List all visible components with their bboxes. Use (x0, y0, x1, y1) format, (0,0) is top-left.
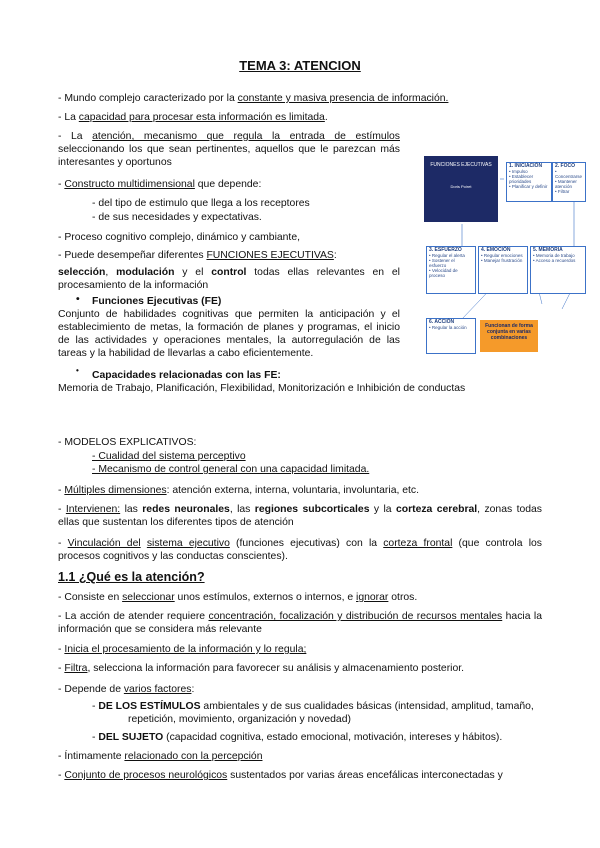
underlined-text: Constructo multidimensional (64, 179, 195, 190)
factor-stimuli (92, 700, 534, 713)
models-heading: - MODELOS EXPLICATIVOS: (58, 437, 197, 448)
underlined-text: atención, mecanismo que regula la entrada de estímulos (92, 131, 400, 142)
underlined-text: varios factores (123, 684, 192, 695)
text: - (58, 644, 65, 655)
executive-link-paragraph (58, 537, 542, 563)
text: : (333, 250, 337, 261)
intro-line-construct (58, 178, 261, 191)
factor-stimuli-continued: repetición, movimiento, organización y novedad) (128, 714, 351, 725)
diagram-box-4 (478, 246, 528, 294)
capacities-text: Memoria de Trabajo, Planificación, Flexibilidad, Monitorización e Inhibición de conductas (58, 383, 466, 394)
underlined-text: corteza frontal (383, 538, 453, 549)
text: ambientales y de sus cualidades básicas (intensidad, amplitud, tamaño, (200, 701, 534, 712)
factor-subject (92, 731, 502, 744)
diagram-box-line: • Impulso (509, 169, 528, 174)
diagram-box-2 (552, 162, 586, 202)
text: unos estímulos, externos o internos, e (174, 592, 357, 603)
text: - La (58, 112, 79, 123)
diagram-center-subtitle: Doris Poiret (450, 184, 472, 189)
diagram-center-box (424, 156, 498, 222)
text: - (92, 701, 99, 712)
text: - (58, 504, 66, 515)
text: : (191, 684, 195, 695)
diagram-box-line: • Velocidad de proceso (429, 268, 458, 278)
text: y la (369, 504, 396, 515)
diagram-box-line: • Concentrarse (555, 169, 583, 179)
section-heading: 1.1 ¿Qué es la atención? (58, 570, 205, 584)
text: - La acción de atender requiere (58, 611, 209, 622)
underlined-text: relacionado con la percepción (124, 751, 263, 762)
underlined-text: Filtra (64, 663, 88, 674)
underlined-text: Vinculación del (67, 538, 141, 549)
diagram-box-line: • Regular el alerta (429, 253, 465, 258)
text: - (58, 538, 68, 549)
text: y el (174, 267, 212, 278)
section-line-perception (58, 750, 262, 763)
bold-text: corteza cerebral (395, 504, 478, 515)
underlined-text: concentración, focalización y distribución de recursos mentales (208, 611, 503, 622)
diagram-box-line: • Regular la acción (429, 325, 467, 330)
intro-paragraph-attention (58, 130, 400, 169)
intervene-paragraph (58, 503, 542, 529)
diagram-box-5 (530, 246, 586, 294)
text: - (58, 485, 65, 496)
underlined-text: Intervienen: (65, 504, 121, 515)
diagram-box-title: 4. EMOCIÓN (481, 247, 511, 253)
text: - (58, 179, 65, 190)
diagram-box-line: • Planificar y definir (509, 184, 548, 189)
diagram-box-3 (426, 246, 476, 294)
text: seleccionando los que sean pertinentes, aquellos que le parezcan más interesantes y oportunos (58, 144, 400, 168)
diagram-box-line: • Memoria de trabajo (533, 253, 575, 258)
text: - Mundo complejo caracterizado por la (58, 93, 238, 104)
underlined-text: capacidad para procesar esta información es limitada (78, 112, 325, 123)
section-paragraph-attend (58, 610, 542, 636)
text: (capacidad cognitiva, estado emocional, motivación, intereses y hábitos). (163, 732, 503, 743)
construct-subitem-2: - de sus necesidades y expectativas. (92, 212, 262, 223)
diagram-box-line: • Establecer prioridades (509, 174, 534, 184)
text: - Consiste en (58, 592, 123, 603)
text: , las (229, 504, 255, 515)
text: las (120, 504, 143, 515)
text: todas ellas relevantes en el procesamiento de la información (58, 267, 400, 291)
bullet-icon: • (76, 294, 80, 305)
text: - (92, 732, 99, 743)
bold-text: DE LOS ESTÍMULOS (98, 701, 201, 712)
underlined-text: constante y masiva presencia de información. (237, 93, 449, 104)
bold-text: regiones subcorticales (254, 504, 370, 515)
diagram-center-title: FUNCIONES EJECUTIVAS (430, 162, 492, 168)
bold-text: DEL SUJETO (98, 732, 164, 743)
diagram-box-line: • Regular emociones (481, 253, 523, 258)
text: (funciones ejecutivas) con la (229, 538, 384, 549)
underlined-text: Inicia el procesamiento de la información y lo regula; (64, 644, 307, 655)
functions-paragraph (58, 266, 400, 292)
diagram-box-title: 3. ESFUERZO (429, 247, 462, 253)
diagram-box-line: • Filtrar (555, 189, 570, 194)
capacities-heading: Capacidades relacionadas con las FE: (92, 370, 281, 381)
underlined-text: seleccionar (122, 592, 175, 603)
text: otros. (388, 592, 418, 603)
diagram-box-line: • Sostener el esfuerzo (429, 258, 455, 268)
text: , zonas todas ellas que sustentan los diferentes tipos de atención (58, 504, 542, 528)
underlined-text: Conjunto de procesos neurológicos (64, 770, 228, 781)
text: (que controla los procesos cognitivos y las conductas conscientes). (58, 538, 542, 562)
diagram-orange-note: Funcionan de forma conjunta en varias combinaciones (480, 320, 538, 352)
intro-line-1 (58, 92, 448, 105)
section-line-depends (58, 683, 194, 696)
diagram-box-6 (426, 318, 476, 354)
section-line-select (58, 591, 417, 604)
section-line-filter (58, 662, 464, 675)
text: - (58, 663, 65, 674)
text: sustentados por varias áreas encefálicas interconectadas y (227, 770, 503, 781)
underlined-text: Múltiples dimensiones (64, 485, 167, 496)
underlined-text: ignorar (356, 592, 389, 603)
intro-line-functions (58, 249, 337, 262)
diagram-box-title: 1. INICIACIÓN (509, 163, 543, 169)
diagram-box-title: 2. FOCO (555, 163, 576, 169)
diagram-box-line: • Manejar frustración (481, 258, 523, 263)
text: - Íntimamente (58, 751, 125, 762)
text: hacia la información que se considera más relevante (58, 611, 543, 635)
underlined-text: sistema ejecutivo (146, 538, 230, 549)
intro-line-2 (58, 111, 328, 124)
section-line-initiates (58, 643, 306, 656)
text: que depende: (194, 179, 262, 190)
page-title: TEMA 3: ATENCION (239, 58, 361, 73)
bold-text: redes neuronales (142, 504, 230, 515)
bold-text: selección (58, 267, 106, 278)
text: - Depende de (58, 684, 124, 695)
underlined-text: FUNCIONES EJECUTIVAS (206, 250, 334, 261)
executive-functions-diagram (422, 154, 587, 359)
text: . (324, 112, 328, 123)
diagram-box-line: • Mantener atención (555, 179, 577, 189)
diagram-box-1 (506, 162, 552, 202)
bold-text: modulación (116, 267, 175, 278)
diagram-box-title: 5. MEMORIA (533, 247, 563, 253)
fe-heading: Funciones Ejecutivas (FE) (92, 296, 222, 307)
construct-subitem-1: - del tipo de estimulo que llega a los receptores (92, 198, 310, 209)
model-item-1: - Cualidad del sistema perceptivo (92, 451, 246, 462)
text: : atención externa, interna, voluntaria, involuntaria, etc. (166, 485, 420, 496)
intro-line-process: - Proceso cognitivo complejo, dinámico y cambiante, (58, 232, 300, 243)
text: - (58, 770, 65, 781)
model-item-2: - Mecanismo de control general con una capacidad limitada. (92, 464, 370, 475)
text: , selecciona la información para favorecer su análisis y almacenamiento posterior. (87, 663, 465, 674)
text: - Puede desempeñar diferentes (58, 250, 207, 261)
text: , (105, 267, 117, 278)
bold-text: control (211, 267, 247, 278)
bullet-icon: • (76, 366, 79, 375)
diagram-box-title: 6. ACCIÓN (429, 319, 455, 325)
section-line-neuro (58, 769, 503, 782)
multiple-dimensions-line (58, 484, 419, 497)
fe-definition: Conjunto de habilidades cognitivas que permiten la anticipación y el establecimiento de metas, la formación de planes y programas, el inicio de las actividades y operaciones mentales, la autorregulación de las tareas y la habilidad de llevarlas a cabo eficientemente. (58, 309, 400, 359)
diagram-box-line: • Acceso a recuerdos (533, 258, 576, 263)
text: - La (58, 131, 93, 142)
